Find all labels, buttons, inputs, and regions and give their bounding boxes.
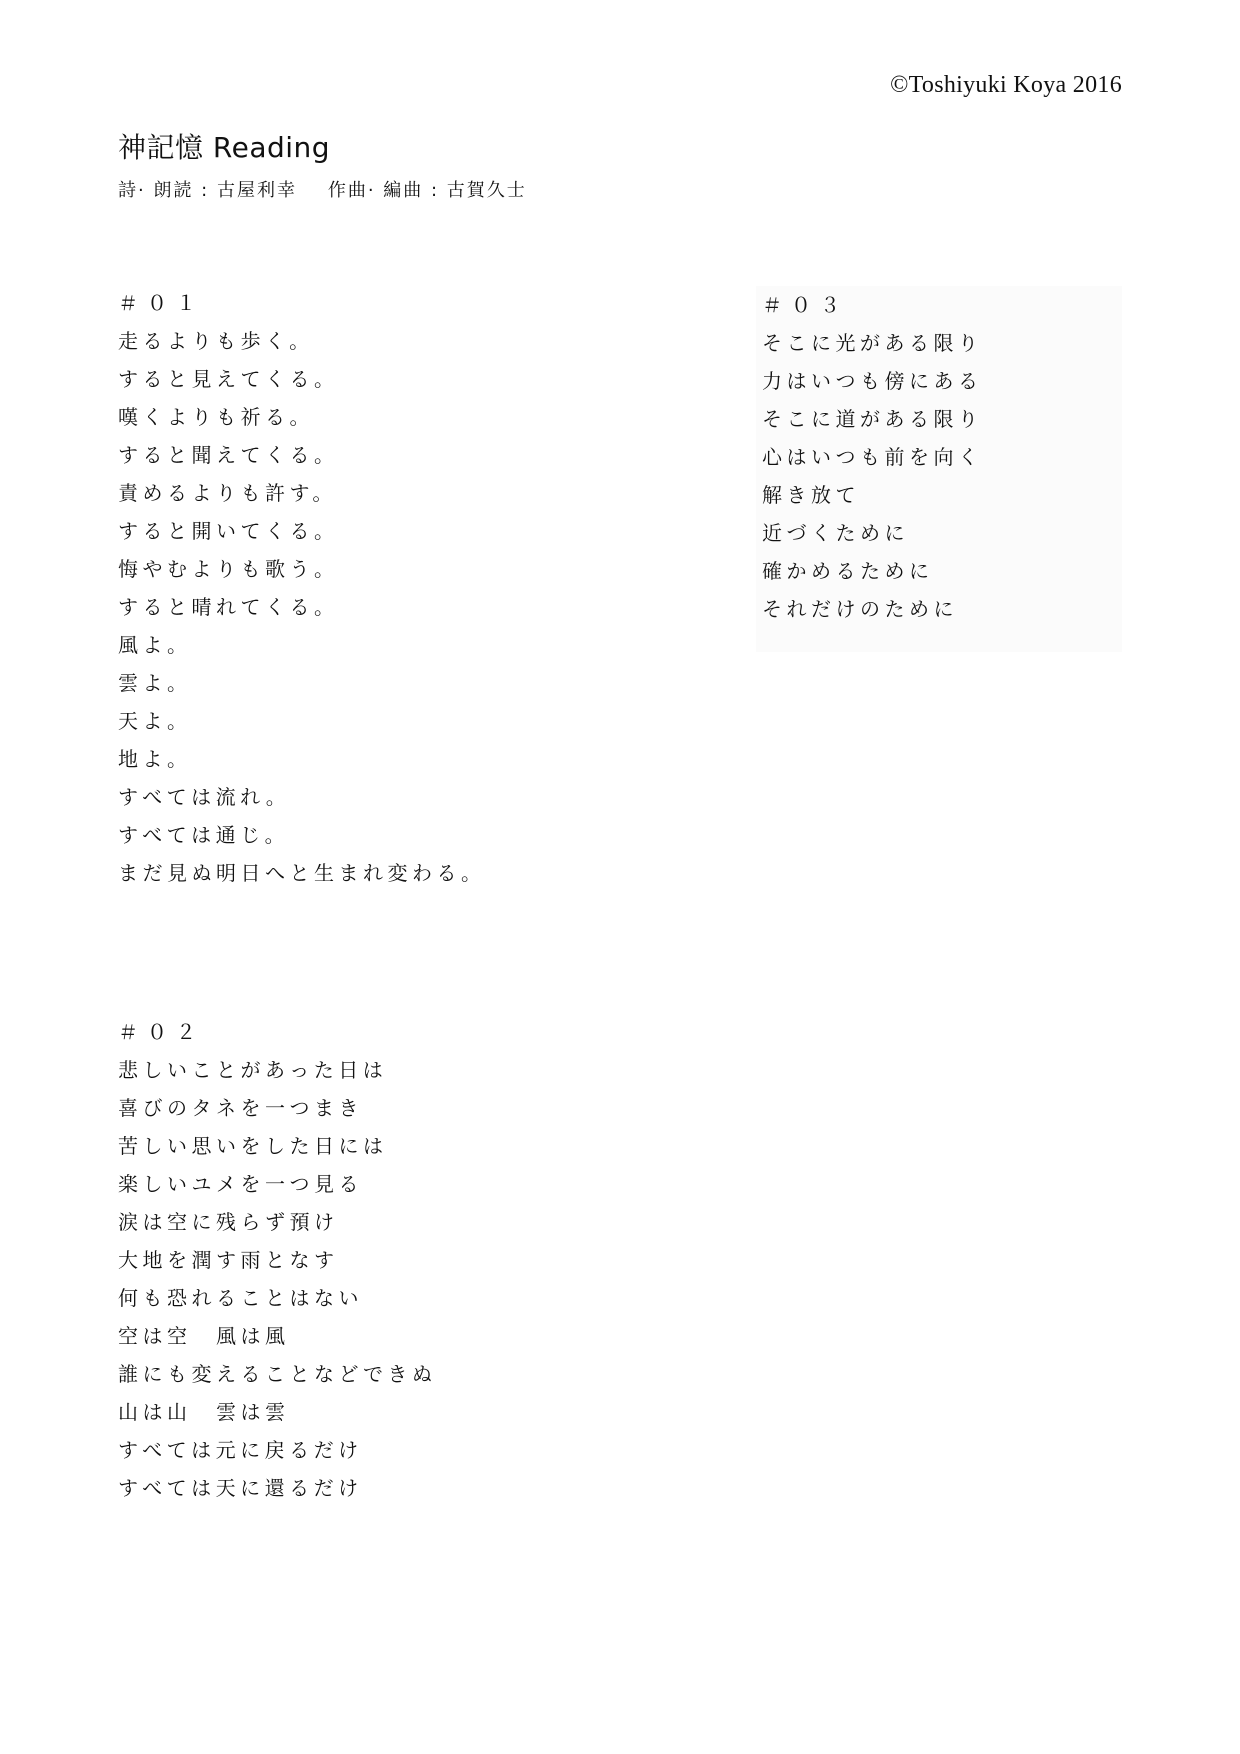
section-heading: ＃０３ (762, 293, 849, 317)
poem-line: 悔やむよりも歌う。 (118, 557, 339, 581)
poem-line: まだ見ぬ明日へと生まれ変わる。 (118, 861, 486, 885)
poem-line: 悲しいことがあった日は (118, 1058, 388, 1082)
poem-line: 誰にも変えることなどできぬ (118, 1362, 437, 1386)
poem-line: 雲よ。 (118, 671, 192, 695)
poem-section-02 (118, 1013, 437, 1507)
poem-line: 力はいつも傍にある (762, 369, 983, 393)
copyright-notice: ©Toshiyuki Koya 2016 (890, 72, 1122, 98)
credit-poem-reading: 詩· 朗読 : 古屋利幸 (118, 180, 297, 201)
section-heading: ＃０１ (118, 291, 205, 315)
poem-line: 地よ。 (118, 747, 192, 771)
credits-line (118, 176, 527, 202)
poem-line: すると開いてくる。 (118, 519, 339, 543)
poem-line: すべては通じ。 (118, 823, 290, 847)
poem-section-03 (756, 286, 1122, 652)
poem-line: 嘆くよりも祈る。 (118, 405, 314, 429)
poem-line: それだけのために (762, 597, 958, 621)
poem-section-01 (118, 284, 486, 892)
poem-line: すべては天に還るだけ (118, 1476, 363, 1500)
poem-line: 山は山 雲は雲 (118, 1400, 290, 1424)
poem-line: すると聞えてくる。 (118, 443, 339, 467)
poem-lines (118, 1051, 437, 1507)
poem-line: 喜びのタネを一つまき (118, 1096, 363, 1120)
poem-line: 心はいつも前を向く (762, 445, 983, 469)
poem-line: すると見えてくる。 (118, 367, 339, 391)
poem-line: すると晴れてくる。 (118, 595, 339, 619)
poem-line: 風よ。 (118, 633, 192, 657)
poem-line: 責めるよりも許す。 (118, 481, 337, 505)
poem-line: 涙は空に残らず預け (118, 1210, 339, 1234)
poem-lines (118, 322, 486, 892)
credit-composition: 作曲· 編曲 : 古賀久士 (327, 180, 527, 201)
poem-line: すべては流れ。 (118, 785, 291, 809)
poem-line: そこに道がある限り (762, 407, 983, 431)
page-title: 神記憶 Reading (118, 131, 331, 164)
poem-lines (762, 324, 1122, 628)
poem-line: 解き放て (762, 483, 860, 507)
poem-line: 楽しいユメを一つ見る (118, 1172, 363, 1196)
poem-line: 何も恐れることはない (118, 1286, 363, 1310)
poem-line: 近づくために (762, 521, 909, 545)
poem-line: そこに光がある限り (762, 331, 983, 355)
poem-line: すべては元に戻るだけ (118, 1438, 363, 1462)
poem-line: 天よ。 (118, 709, 192, 733)
poem-line: 空は空 風は風 (118, 1324, 290, 1348)
poem-line: 走るよりも歩く。 (118, 329, 314, 353)
poem-line: 確かめるために (762, 559, 934, 583)
section-heading: ＃０２ (118, 1020, 205, 1044)
poem-line: 大地を潤す雨となす (118, 1248, 339, 1272)
credit-spacer (297, 180, 328, 201)
poem-line: 苦しい思いをした日には (118, 1134, 388, 1158)
